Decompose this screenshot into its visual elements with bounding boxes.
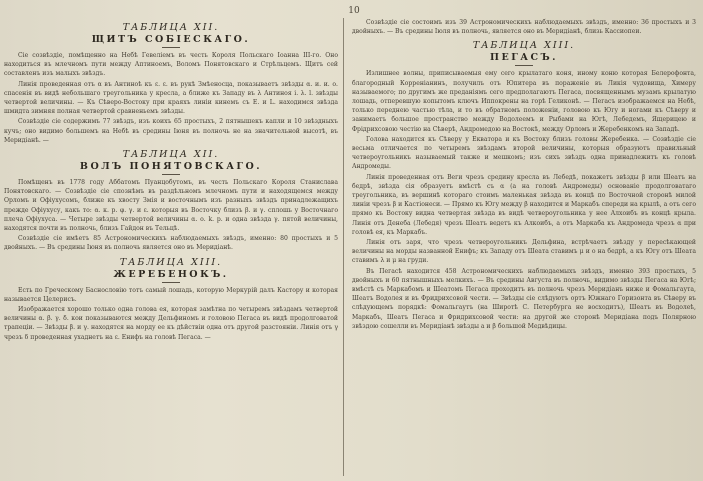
title-rule [162,174,180,175]
paragraph: Есть по Греческому Баснословію тотъ самый лошадь, которую Меркурій далъ Кастору и которая называется Целерисъ. [4,286,338,303]
paragraph: Созвѣздіе сіе содержимъ 77 звѣздъ, изъ коихъ 65 простыхъ, 2 пятнышекъ капли и 10 звѣздныхъ кучъ; оно видимо большемъ на Небѣ въ средины Іюня въ полночь не на значительной высотѣ, въ Меридіанѣ. — [4,118,338,144]
section-heading: ТАБЛИЦА XIII. [119,256,223,268]
column-divider [343,18,344,476]
paragraph: Излишнее волны, приписываемыя ему сего крылатаго коня, иному коню которая Белерофонта, благородный Корреніанинъ, получилъ отъ Юпитера въ пораженіе въ Ликія чудовища, Химеру называемого; по другимъ же преданіямъ сего предполагаютъ Пегаса, посвященнымъ музамъ крылатую лошадь, отперевшую копытомъ ключъ Иппокрены на горѣ Геликонѣ. — Пегасъ изображаемся на Небѣ, только переднею частью тѣла, и то въ обратномъ положеніи, головою къ Югу и ногами къ Сѣверу и занимаетъ большое пространство между Водолеемъ и Рыбами на Югѣ, Лебедемъ, Ящерицею и Фрідрихсовою честію на Сѣверѣ, Андромедою на Востокѣ, между Орломъ и Жеребенкомъ на Западѣ. [352,70,696,133]
title-rule [515,65,533,66]
paragraph: Линія отъ заря, что чрезъ четвероугольникъ Дельфина, встрѣчаетъ звѣзду у пересѣкающей величины на морды названной Енифъ; къ Западу отъ Шеата ставимъ μ и ο на бедрѣ, а къ Югу отъ Шеата ставимъ λ и μ на груди. [352,239,696,265]
right-column [352,18,696,332]
section-title: ЩИТЪ СОБІЕСКАГО. [91,34,251,45]
section-title: ПЕГАСЪ. [490,52,558,64]
paragraph: Линія проведенная отъ Веги чрезъ средину кресла въ Лебедѣ, покажетъ звѣзды β или Шеатъ на бедрѣ, звѣзда сія образуетъ вмѣстѣ съ α (а на головѣ Андромеды) основаніе продолговатаго треугольника, въ вершинѣ котораго стоимъ маленькая звѣзда въ концѣ по Восточной сторонѣ милой линіи чрезъ β и Кастіонеси. — Прямо къ Югу между β находится и Маркабъ спереди на крылѣ, а отъ сего прямо къ Востоку видна четвертая звѣзда въ видѣ четвероугольника у нее Алхоибъ въ концѣ крыла. Линія отъ Денеба (Лебедя) чрезъ Шеатъ ведетъ къ Алкоибъ, а отъ Маркаба къ Андромеда чрезъ α при головѣ ея, къ Маркабъ. [352,173,696,236]
paragraph: Въ Пегасѣ находится 458 Астрономическихъ наблюдаемыхъ звѣздъ, именно 393 простыхъ, 5 двойныхъ и 60 пятнышныхъ мелкихъ. — Въ средины Августа въ полночь, видимо звѣзды Пегаса на Югѣ; вмѣстѣ съ Маркабомъ и Шеатомъ Пегаса проходитъ въ полночь чрезъ Меридіанъ ниже и Фомальгаута, Шеатъ Водолея и въ Фридрихсовой чести. — Звѣзды сіе слѣдуютъ ортъ Южнаго Горизонта въ Сѣверу въ слѣдующемъ порядкѣ: Фомальгаутъ (на Широтѣ С. Петербурга не восходитъ), Шеатъ въ Водолеѣ, Маркабъ, Шеатъ Пегаса и Фридрихсовой чести: на другой же сторонѣ Меридіана подъ Полярною звѣздою сошелли въ Меридіанѣ звѣзды а и β большой Медвѣдицы. [352,267,696,330]
section-heading: ТАБЛИЦА XIII. [472,40,576,52]
left-column [4,18,338,343]
page-number: 10 [348,6,360,16]
section-title: ВОЛЪ ПОНЯТОВСКАГО. [79,161,263,173]
section-pegasus [352,40,696,331]
paragraph: Линія проведенная отъ α въ Антиноѣ къ ε. ε. въ рукѣ Змѣеносца, показываетъ звѣзды α. и. и. о. спасенія въ видѣ небольшаго треугольника у кресла, а ближе къ Западу въ λ Антиноя і. λ. l. звѣзды четвертой величины. — Къ Сѣверо-Востоку при краяхъ линіи кинемъ съ Е. и L. находимся звѣзда шмидта зимняя полная четвертой сравненьемъ звѣзды. [4,80,338,116]
paragraph: Сіе созвѣздіе, помѣщенно на Небѣ Гевеліемъ въ честь Короля Польскаго Іоанна III-го. Оно находиться въ млечномъ пути между Аптиноемъ, Воломъ Понятовскаго и Стрѣльцемъ. Щитъ сей составленъ изъ малыхъ звѣздъ. [4,52,338,78]
section-bull [4,149,338,253]
title-rule [162,47,180,48]
paragraph: Созвѣздіе сіе имѣетъ 85 Астрономическихъ наблюдаемыхъ звѣздъ, именно: 80 простыхъ и 5 двойныхъ. — Въ средины Іюня въ полночь является оно въ Меридіанѣ. [4,235,338,252]
section-heading: ТАБЛИЦА XII. [122,22,220,33]
section-shield [4,22,338,145]
paragraph: Голова находится къ Сѣверу у Екваторa и къ Востоку близъ головы Жеребенка. — Созвѣздіе сіе весьма отличается по четыремъ звѣздамъ второй величины, которыя образуютъ правильный четвероугольникъ называемый также и мешкомъ; изъ сихъ звѣздъ одна принадлежитъ къ головѣ Андромеды. [352,135,696,171]
paragraph: Помѣщенъ въ 1778 году Аббатомъ Пуанцобутомъ, въ честь Польскаго Короля Станислава Понятовскаго. — Созвѣздіе сіе спознѣмъ въ раздѣльномъ млечномъ пути и находящемся между Орломъ и Офіухусомъ, ближе къ хвосту Змія и восточнымъ изъ разныхъ звѣздъ принадлежащихъ прежде Офіухусу, какъ то: α. к. р. φ. γ. и ε. которыя въ Восточку близъ β. и γ. сплошь у Восточнаго плеча Офіухуса. — Четыре звѣзды четвертой величины α. о. k. р. и одна звѣзда γ. пятой величины, находятся почти въ полночь, близъ Гайдон въ Тельцѣ. [4,179,338,233]
section-heading: ТАБЛИЦА XII. [122,149,220,161]
section-foal [4,257,338,342]
continuation-paragraph: Созвѣздіе сіе состоимъ изъ 39 Астрономическихъ наблюдаемыхъ звѣздъ, именно: 36 простыхъ и 3 двойныхъ. — Въ средины Іюля въ полночь, является оно въ Меридіанѣ, близь Кассиопеи. [352,19,696,36]
title-rule [162,282,180,283]
section-title: ЖЕРЕБЕНОКЪ. [113,268,229,280]
paragraph: Изображается хорошо только одна голова ея, которая замѣтна по четыремъ звѣздамъ четвертой величины α. β. γ. δ. кои показываются между Дельфиномъ и головою Пегаса въ видѣ продолговатой трапеціи. — Звѣзды β. и γ. находятся на морду ее къ дѣйствіи одна отъ другой разстояніи. Линія отъ γ чрезъ δ проведенная ухаднетъ на ε. Енифъ на головѣ Пегаса. — [4,306,338,341]
